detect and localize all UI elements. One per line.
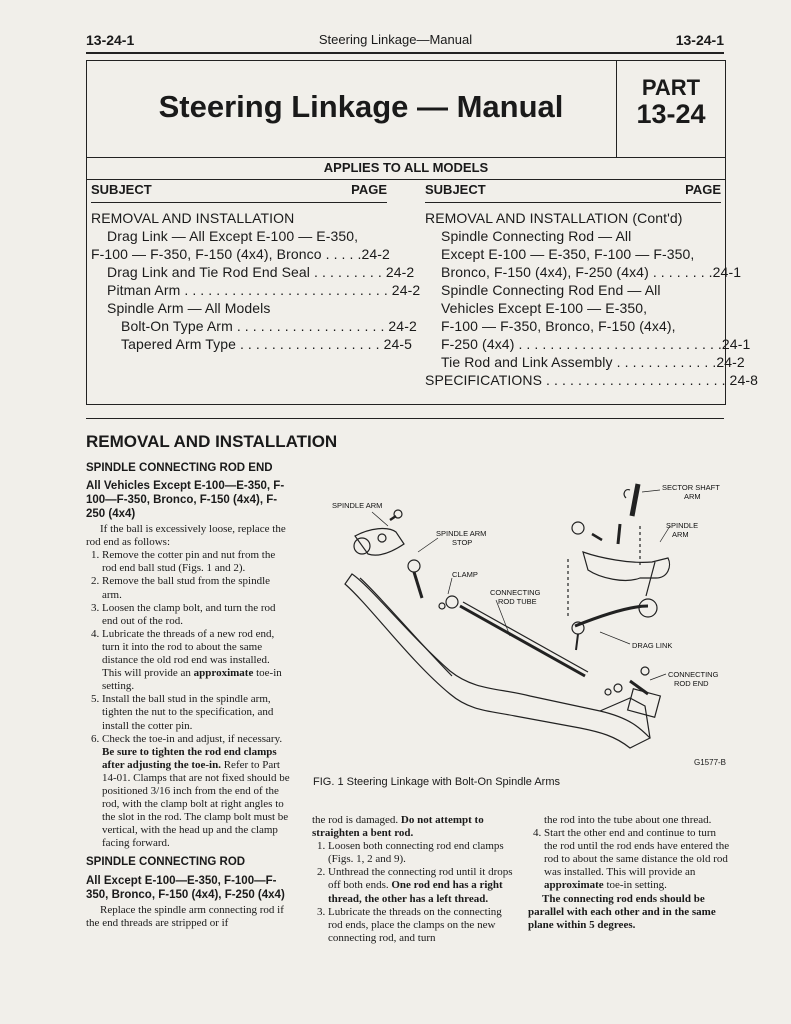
label-drag-link: DRAG LINK	[632, 641, 673, 650]
step-tail: toe-in setting.	[102, 667, 282, 693]
part-label: PART	[641, 75, 701, 100]
toc-entry: F-100 — F-350, F-150 (4x4), Bronco . . . . .24-2	[91, 246, 390, 262]
toc-right-column	[425, 182, 758, 389]
step-text: Lubricate the threads of a new rod end, turn it into the rod to about the same distance the old rod end was installed. This will provide an	[102, 627, 275, 680]
header-title: Steering Linkage—Manual	[318, 32, 473, 47]
applies-label: APPLIES TO ALL MODELS	[323, 160, 489, 175]
mid-lead	[312, 814, 517, 840]
toc-entry: Bronco, F-150 (4x4), F-250 (4x4) . . . . . . . .24-1	[441, 264, 742, 280]
toc-entry: Drag Link — All Except E-100 — E-350,	[107, 228, 359, 244]
label-spindle-arm-stop-2: STOP	[452, 538, 473, 547]
table-of-contents	[86, 156, 758, 405]
step-item: 3. Lubricate the threads on the connecting rod ends, place the clamps on the new connecting rod, and turn	[328, 906, 517, 945]
header-rule	[86, 52, 724, 54]
right-lead: the rod into the tube about one thread.	[544, 814, 712, 826]
step-bold: Be sure to tighten the rod end clamps after adjusting the toe-in.	[102, 745, 277, 771]
sub1-steps	[86, 549, 290, 850]
sub1-heading: SPINDLE CONNECTING ROD END	[86, 462, 273, 474]
toc-entry: F-250 (4x4) . . . . . . . . . . . . . . . . . . . . . . . . . .24-1	[441, 336, 751, 352]
right-steps	[528, 827, 732, 892]
label-spindle-arm: SPINDLE ARM	[332, 501, 383, 510]
steering-linkage-illustration	[300, 466, 732, 774]
section-title: REMOVAL AND INSTALLATION	[86, 432, 338, 451]
right-spindle-arm	[583, 552, 670, 580]
step-text: Start the other end and continue to turn the rod until the rod ends have entered the rod to about the same distance the old rod was installed. This will provide an	[544, 827, 730, 879]
sub1-subheading: All Vehicles Except E-100—E-350, F-100—F-350, Bronco, F-150 (4x4), F-250 (4x4)	[86, 480, 285, 521]
subject-label: SUBJECT	[425, 182, 486, 197]
label-spindle-arm-stop-1: SPINDLE ARM	[436, 529, 487, 538]
label-connecting-rod-end-2: ROD END	[674, 679, 709, 688]
step-item	[102, 628, 290, 693]
step-text: Check the toe-in and adjust, if necessary.	[102, 732, 283, 745]
label-spindle-arm-right-2: ARM	[672, 530, 689, 539]
label-connecting-rod-tube-2: ROD TUBE	[498, 597, 537, 606]
toc-entry: Tie Rod and Link Assembly . . . . . . . . . . . . .24-2	[441, 354, 745, 370]
right-closing	[528, 893, 732, 932]
header-page-left: 13-24-1	[86, 32, 135, 48]
mid-lead-text: the rod is damaged.	[312, 814, 399, 826]
step-item	[544, 827, 732, 892]
toc-entry: REMOVAL AND INSTALLATION	[91, 210, 295, 226]
step-tail: toe-in setting.	[603, 879, 667, 892]
page-label: PAGE	[685, 182, 721, 197]
sub2-heading: SPINDLE CONNECTING ROD	[86, 856, 246, 869]
step-bold: approximate	[544, 879, 604, 892]
toc-divider	[87, 179, 725, 180]
page-label: PAGE	[351, 182, 387, 197]
sub2-subheading: All Except E-100—E-350, F-100—F-350, Bronco, F-150 (4x4), F-250 (4x4)	[86, 874, 285, 901]
middle-column	[312, 814, 517, 945]
mid-steps	[312, 840, 517, 945]
toc-entry: Spindle Arm — All Models	[107, 300, 271, 316]
step-bold: One rod end has a right thread, the other has a left thread.	[328, 879, 503, 905]
step-item: 5. Install the ball stud in the spindle arm, tighten the nut to the specification, and install the cotter pin.	[102, 693, 290, 732]
toc-entry: F-100 — F-350, Bronco, F-150 (4x4),	[441, 318, 676, 334]
toc-entry: SPECIFICATIONS . . . . . . . . . . . . . . . . . . . . . . . 24-8	[425, 372, 758, 388]
label-connecting-rod-tube-1: CONNECTING	[490, 588, 541, 597]
figure-steering-linkage	[300, 466, 732, 774]
step-item	[102, 733, 290, 851]
step-item	[328, 866, 517, 905]
drag-link	[575, 606, 648, 626]
title-box	[86, 60, 726, 158]
part-cell	[616, 61, 725, 157]
part-number: 13-24	[636, 99, 706, 129]
step-bold: approximate	[193, 667, 254, 680]
toc-entry: Drag Link and Tie Rod End Seal . . . . . . . . . 24-2	[107, 264, 415, 280]
mid-lead-bold: Do not attempt to straighten a bent rod.	[312, 814, 484, 840]
toc-entry: REMOVAL AND INSTALLATION (Cont'd)	[425, 210, 683, 226]
label-connecting-rod-end-1: CONNECTING	[668, 670, 719, 679]
sector-shaft-arm	[632, 484, 638, 516]
toc-entry: Except E-100 — E-350, F-100 — F-350,	[441, 246, 695, 262]
figure-code: G1577-B	[694, 758, 727, 767]
left-column	[86, 460, 290, 930]
toc-entry: Spindle Connecting Rod — All	[441, 228, 632, 244]
label-spindle-arm-right-1: SPINDLE	[666, 521, 699, 530]
step-item: 1. Loosen both connecting rod end clamps (Figs. 1, 2 and 9).	[328, 840, 517, 866]
step-text: Unthread the connecting rod until it drops off both ends.	[328, 866, 513, 892]
label-clamp: CLAMP	[452, 570, 478, 579]
right-column	[528, 814, 732, 932]
page-title: Steering Linkage — Manual	[158, 89, 564, 124]
label-sector-shaft-1: SECTOR SHAFT	[662, 483, 720, 492]
sub1-intro: If the ball is excessively loose, replace the rod end as follows:	[86, 523, 286, 549]
step-item: 1. Remove the cotter pin and nut from the rod end ball stud (Figs. 1 and 2).	[102, 549, 290, 575]
step-item: 3. Loosen the clamp bolt, and turn the rod end out of the rod.	[102, 602, 290, 628]
toc-entry: Bolt-On Type Arm . . . . . . . . . . . . . . . . . . . 24-2	[121, 318, 417, 334]
subject-label: SUBJECT	[91, 182, 152, 197]
toc-left-column	[91, 182, 421, 353]
step-item: 2. Remove the ball stud from the spindle arm.	[102, 575, 290, 601]
section-rule	[86, 418, 724, 419]
figure-caption: FIG. 1 Steering Linkage with Bolt-On Spindle Arms	[313, 776, 561, 788]
step-tail: Refer to Part 14-01. Clamps that are not fixed should be positioned 3/16 inch from the end of the rod, with the clamp bolt at right angles to the slot in the rod. The clamp bolt must be vertical, with the head up and the clamp facing forward.	[102, 758, 290, 850]
toc-entry: Tapered Arm Type . . . . . . . . . . . . . . . . . . 24-5	[121, 336, 412, 352]
closing-bold: The connecting rod ends should be parallel with each other and in the same plane within 5 degrees.	[528, 892, 716, 931]
connecting-rod-tube	[460, 606, 585, 676]
sub2-intro: Replace the spindle arm connecting rod if the end threads are stripped or if	[86, 903, 284, 929]
toc-entry: Pitman Arm . . . . . . . . . . . . . . . . . . . . . . . . . . 24-2	[107, 282, 421, 298]
header-page-right: 13-24-1	[675, 32, 724, 48]
toc-entry: Spindle Connecting Rod End — All	[441, 282, 661, 298]
label-sector-shaft-2: ARM	[684, 492, 701, 501]
toc-entry: Vehicles Except E-100 — E-350,	[441, 300, 648, 316]
